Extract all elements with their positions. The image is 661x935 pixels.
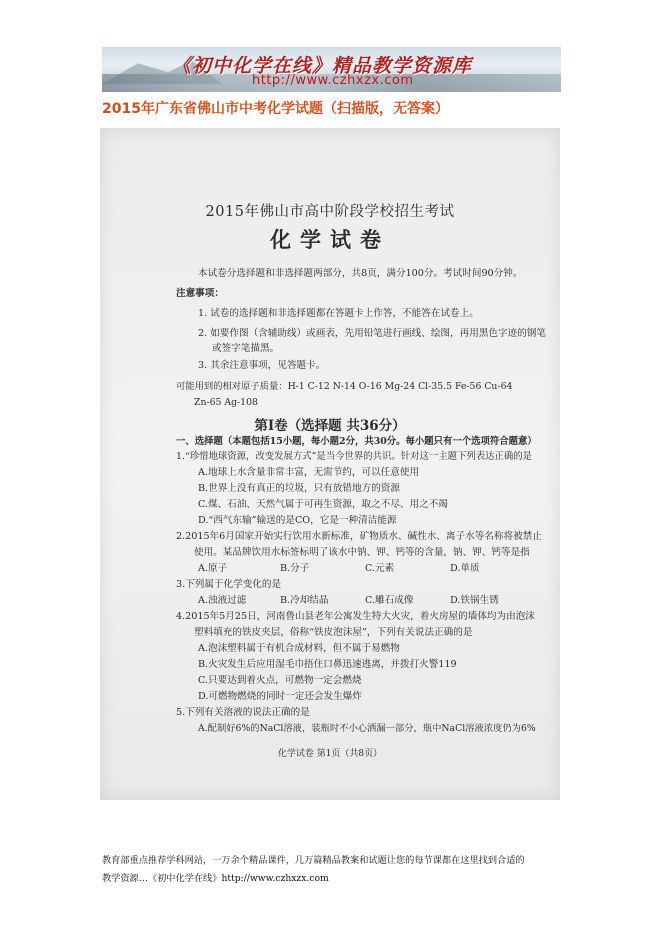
document-title: 2015年广东省佛山市中考化学试题（扫描版，无答案） <box>102 101 449 117</box>
question-line: 5.下列有关溶液的说法正确的是 <box>176 707 310 718</box>
section-title: 第Ⅰ卷（选择题 共36分） <box>254 418 406 434</box>
bottom-note-prefix: 教学资源…《初中化学在线》 <box>102 873 222 884</box>
question-line: C.只要达到着火点，可燃物一定会燃烧 <box>198 675 362 686</box>
atomic-masses-cont: Zn-65 Ag-108 <box>194 397 258 408</box>
question-line: 1.“珍惜地球资源，改变发展方式”是当今世界的共识。针对这一主题下列表达正确的是 <box>176 451 533 462</box>
option-item: A.浊液过滤 <box>198 595 247 606</box>
question-line: B.火灾发生后应用湿毛巾捂住口鼻迅速逃离，并拨打火警119 <box>198 659 457 670</box>
bottom-note-line <box>102 870 329 884</box>
note-item: 3. 其余注意事项，见答题卡。 <box>198 360 326 371</box>
option-item: B.分子 <box>280 563 310 574</box>
exam-title: 2015年佛山市高中阶段学校招生考试 <box>205 204 455 220</box>
question-line: 塑料填充的铁皮夹层，俗称“铁皮泡沫屋”，下列有关说法正确的是 <box>194 627 473 638</box>
atomic-masses: 可能用到的相对原子质量：H-1 C-12 N-14 O-16 Mg-24 Cl-35.5 Fe-56 Cu-64 <box>176 381 513 392</box>
question-line: 4.2015年5月25日，河南鲁山县老年公寓发生特大火灾，着火房屋的墙体均为由泡沫 <box>176 611 535 622</box>
option-item: C.元素 <box>365 563 395 574</box>
question-line: 3.下列属于化学变化的是 <box>176 579 282 590</box>
exam-subtitle: 化学试卷 <box>270 227 390 252</box>
question-line: D.“西气东输”输送的是CO，它是一种清洁能源 <box>198 515 397 526</box>
site-banner <box>102 47 561 92</box>
option-item: B.冷却结晶 <box>280 595 329 606</box>
scanned-exam-page <box>100 128 560 800</box>
note-item: 或签字笔描黑。 <box>212 343 280 354</box>
bottom-note-line: 教育部重点推荐学科网站，一万余个精品课件，几万篇精品教案和试题让您的每节课都在这里找到合适的 <box>102 855 525 866</box>
question-line: 2.2015年6月国家开始实行饮用水新标准，矿物质水、碱性水、离子水等名称将被禁止 <box>176 531 542 542</box>
section-intro: 一、选择题（本题包括15小题，每小题2分，共30分。每小题只有一个选项符合题意） <box>176 436 537 447</box>
option-item: C.雕石成像 <box>365 595 414 606</box>
option-item: D.单质 <box>450 563 480 574</box>
option-item: A.原子 <box>198 563 228 574</box>
bottom-note-url[interactable]: http://www.czhxzx.com <box>221 873 329 884</box>
exam-intro: 本试卷分选择题和非选择题两部分，共8页，满分100分。考试时间90分钟。 <box>198 268 523 279</box>
question-line: C.煤、石油、天然气属于可再生资源，取之不尽、用之不竭 <box>198 499 448 510</box>
note-item: 1. 试卷的选择题和非选择题都在答题卡上作答，不能答在试卷上。 <box>198 308 479 319</box>
notes-heading: 注意事项： <box>176 288 224 299</box>
option-item: D.铁锅生锈 <box>450 595 499 606</box>
question-line: A.泡沫塑料属于有机合成材料，但不属于易燃物 <box>198 643 400 654</box>
question-line: A.地球上水含量非常丰富，无需节约，可以任意使用 <box>198 467 420 478</box>
question-line: D.可燃物燃烧的同时一定还会发生爆炸 <box>198 691 362 702</box>
page-footer: 化学试卷 第1页（共8页） <box>277 749 383 759</box>
note-item: 2. 如要作图（含辅助线）或画表，先用铅笔进行画线、绘图，再用黑色字迹的钢笔 <box>198 328 546 339</box>
banner-url: http://www.czhxzx.com <box>252 73 414 88</box>
question-line: B.世界上没有真正的垃圾，只有放错地方的资源 <box>198 483 400 494</box>
question-line: 使用。某品牌饮用水标签标明了该水中钠、钾、钙等的含量，钠、钾、钙等是指 <box>194 547 530 558</box>
question-line: A.配制好6%的NaCl溶液，装瓶时不小心洒漏一部分，瓶中NaCl溶液浓度仍为6% <box>198 723 536 734</box>
banner-title: 《初中化学在线》精品教学资源库 <box>172 55 473 77</box>
